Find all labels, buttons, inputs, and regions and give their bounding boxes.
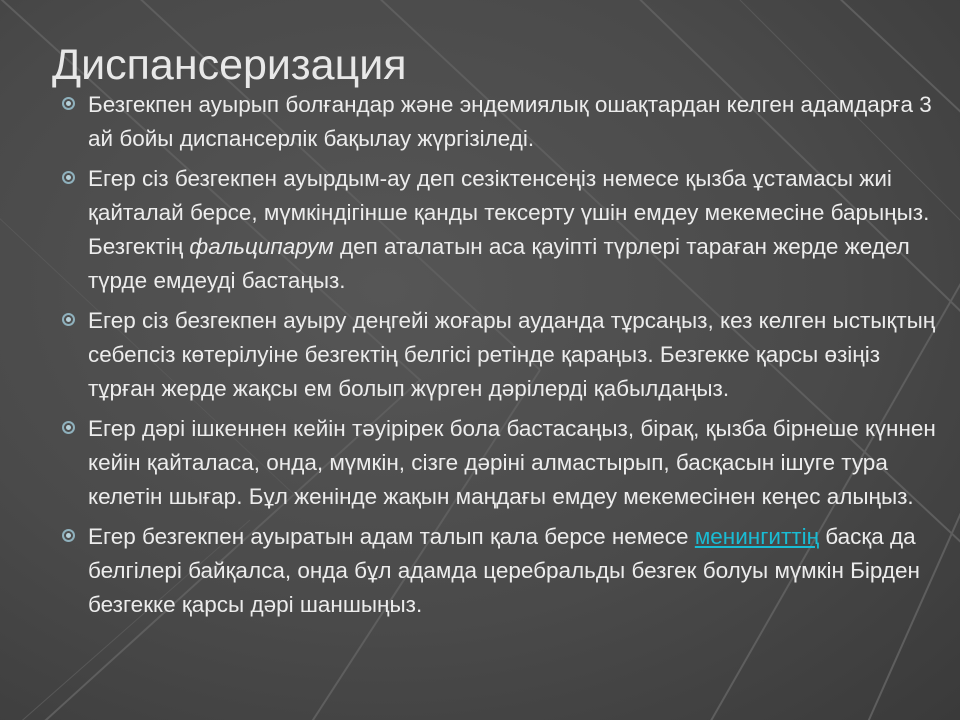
bullet-text: Егер дәрі ішкеннен кейін тәуірірек бола бастасаңыз, бірақ, қызба бірнеше күннен кейін қайталаса, онда, мүмкін, сізге дәріні алмастырып, басқасын ішуге тура келетін шығар. Бұл женінде жақын маңдағы емдеу мекемесінен кеңес алыңыз. (88, 416, 936, 509)
bullet-item (60, 304, 940, 406)
circle-bullet-icon (62, 421, 75, 434)
bullet-text: Егер безгекпен ауыратын адам талып қала берсе немесе (88, 524, 695, 549)
bullet-item (60, 412, 940, 514)
circle-bullet-icon (62, 313, 75, 326)
meningitis-link[interactable]: менингиттің (694, 524, 820, 549)
bullet-list (60, 88, 940, 628)
circle-bullet-icon (62, 97, 75, 110)
slide-title: Диспансеризация (52, 41, 407, 89)
bullet-text: деп аталатын аса қауіпті түрлері тараған жерде жедел түрде емдеуді бастаңыз. (88, 234, 910, 293)
bullet-text: басқа да белгілері байқалса, онда бұл адамда церебральды безгек болуы мүмкін Бірден безгекке қарсы дәрі шаншыңыз. (88, 524, 920, 617)
bullet-text: Егер сіз безгекпен ауырдым-ау деп сезіктенсеңіз немесе қызба ұстамасы жиі қайталай берсе, мүмкіндігінше қанды тексерту үшін емдеу мекемесіне барыңыз. Безгектің (88, 166, 930, 259)
bullet-text: Егер сіз безгекпен ауыру деңгейі жоғары ауданда тұрсаңыз, кез келген ыстықтың себепсіз көтерілуіне безгектің белгісі ретінде қараңыз. Безгекке қарсы өзіңіз тұрған жерде жақсы ем болып жүрген дәрілерді қабылдаңыз. (88, 308, 936, 401)
bullet-item (60, 162, 940, 298)
bullet-item (60, 88, 940, 156)
bullet-text: Безгекпен ауырып болғандар және эндемиялық ошақтардан келген адамдарға 3 ай бойы диспансерлік бақылау жүргізіледі. (88, 92, 932, 151)
circle-bullet-icon (62, 171, 75, 184)
italic-term: фальципарум (189, 234, 334, 259)
circle-bullet-icon (62, 529, 75, 542)
bullet-item (60, 520, 940, 622)
